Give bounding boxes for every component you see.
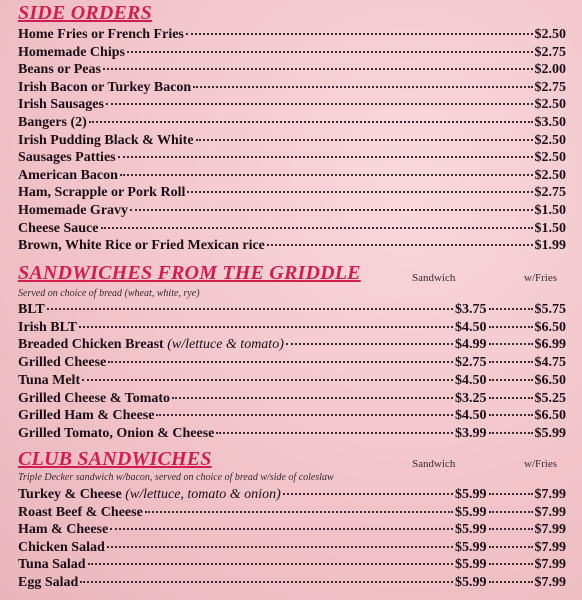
- dot-leader: [187, 191, 532, 193]
- fries-price: $5.25: [534, 390, 566, 406]
- fries-price: $5.99: [534, 425, 566, 441]
- item-name-text: Grilled Tomato, Onion & Cheese: [18, 425, 215, 441]
- dot-leader: [108, 361, 453, 363]
- item-name-text: Grilled Cheese & Tomato: [18, 390, 171, 406]
- item-note: (w/lettuce & tomato): [167, 337, 284, 353]
- sandwich-price: $5.99: [455, 575, 487, 590]
- side-order-row: [18, 27, 566, 45]
- side-order-row: [18, 185, 566, 203]
- item-name-text: Egg Salad: [18, 575, 79, 590]
- dot-leader: [489, 493, 533, 495]
- dot-leader: [186, 33, 533, 35]
- item-price: $1.99: [534, 238, 566, 254]
- fries-price: $6.50: [534, 372, 566, 388]
- item-price: $1.50: [534, 220, 566, 236]
- sandwich-price: $5.99: [455, 522, 487, 538]
- item-price: $2.75: [534, 44, 566, 60]
- dot-leader: [489, 361, 533, 363]
- griddle-row: [18, 320, 566, 338]
- item-name: [18, 557, 86, 573]
- dot-leader: [120, 174, 533, 176]
- item-name: [18, 540, 105, 556]
- club-row: [18, 540, 566, 558]
- club-row: [18, 575, 566, 593]
- item-name-text: Grilled Ham & Cheese: [18, 408, 155, 424]
- griddle-fries-header: w/Fries: [524, 272, 557, 284]
- club-fries-header: w/Fries: [524, 458, 557, 470]
- sandwich-price: $4.50: [455, 319, 487, 335]
- dot-leader: [79, 326, 453, 328]
- dot-leader: [286, 343, 453, 345]
- sandwich-price: $5.99: [455, 539, 487, 555]
- dot-leader: [489, 546, 533, 548]
- item-name-text: Turkey & Cheese: [18, 487, 122, 502]
- item-name: [18, 426, 214, 442]
- dot-leader: [489, 326, 533, 328]
- side-order-row: [18, 133, 566, 151]
- club-sandwich-header: Sandwich: [412, 458, 456, 470]
- item-name-text: Ham & Cheese: [18, 522, 109, 538]
- griddle-row: [18, 302, 566, 320]
- club-note: Triple Decker sandwich w/bacon, served on choice of bread w/side of coleslaw: [18, 472, 334, 483]
- side-order-row: [18, 203, 566, 221]
- item-price: $2.50: [534, 97, 566, 113]
- fries-price: $7.99: [534, 504, 566, 520]
- side-order-row: [18, 238, 566, 256]
- griddle-row: [18, 408, 566, 426]
- sandwich-price: $3.99: [455, 425, 487, 441]
- dot-leader: [172, 397, 453, 399]
- item-name: Irish Pudding Black & White: [18, 132, 194, 148]
- dot-leader: [489, 432, 533, 434]
- club-row: [18, 522, 566, 540]
- dot-leader: [106, 103, 533, 105]
- dot-leader: [47, 308, 453, 310]
- dot-leader: [89, 121, 533, 123]
- side-order-row: [18, 168, 566, 186]
- item-price: $2.50: [534, 167, 566, 183]
- sandwich-price: $3.25: [455, 390, 487, 406]
- item-name: Sausages Patties: [18, 150, 116, 166]
- item-name: [18, 302, 45, 318]
- item-name-text: Roast Beef & Cheese: [18, 504, 143, 520]
- fries-price: $6.50: [534, 408, 566, 424]
- dot-leader: [101, 227, 533, 229]
- sandwich-price: $4.50: [455, 372, 487, 388]
- club-title: CLUB SANDWICHES: [18, 448, 212, 470]
- dot-leader: [130, 209, 532, 211]
- item-name: Brown, White Rice or Fried Mexican rice: [18, 238, 265, 254]
- item-name: American Bacon: [18, 167, 118, 183]
- item-price: $2.50: [534, 27, 566, 42]
- item-name: Beans or Peas: [18, 62, 101, 78]
- dot-leader: [489, 379, 533, 381]
- side-order-row: [18, 62, 566, 80]
- dot-leader: [489, 308, 533, 310]
- item-price: $2.00: [534, 62, 566, 78]
- side-order-row: [18, 80, 566, 98]
- item-name: [18, 505, 143, 521]
- dot-leader: [489, 581, 533, 583]
- sandwich-price: $3.75: [455, 302, 487, 317]
- fries-price: $6.99: [534, 337, 566, 353]
- item-name: [18, 575, 78, 591]
- item-name: Homemade Gravy: [18, 203, 129, 218]
- club-row: [18, 487, 566, 505]
- dot-leader: [103, 68, 533, 70]
- sandwich-price: $4.50: [455, 408, 487, 424]
- item-note: (w/lettuce, tomato & onion): [125, 487, 281, 502]
- dot-leader: [216, 432, 453, 434]
- sandwich-price: $5.99: [455, 557, 487, 573]
- club-row: [18, 505, 566, 523]
- item-name: Irish Bacon or Turkey Bacon: [18, 79, 192, 95]
- dot-leader: [107, 546, 453, 548]
- sandwich-price: $4.99: [455, 337, 487, 353]
- griddle-row: [18, 355, 566, 373]
- item-name: [18, 337, 284, 353]
- dot-leader: [489, 528, 533, 530]
- dot-leader: [156, 414, 453, 416]
- item-name: [18, 391, 170, 407]
- side-order-row: [18, 97, 566, 115]
- item-name-text: Grilled Cheese: [18, 355, 107, 371]
- item-name: [18, 487, 281, 503]
- item-name: Home Fries or French Fries: [18, 27, 184, 42]
- fries-price: $5.75: [534, 302, 566, 317]
- fries-price: $7.99: [534, 575, 566, 590]
- item-price: $2.75: [534, 185, 566, 201]
- sandwich-price: $5.99: [455, 504, 487, 520]
- item-name: Irish Sausages: [18, 97, 104, 113]
- item-name-text: Irish BLT: [18, 319, 78, 335]
- item-name: [18, 408, 154, 424]
- fries-price: $7.99: [534, 557, 566, 573]
- item-price: $1.50: [534, 203, 566, 218]
- item-name-text: Breaded Chicken Breast: [18, 337, 164, 353]
- dot-leader: [196, 139, 533, 141]
- item-name: Ham, Scrapple or Pork Roll: [18, 185, 186, 201]
- fries-price: $6.50: [534, 319, 566, 335]
- item-price: $2.50: [534, 150, 566, 166]
- side-order-row: [18, 45, 566, 63]
- dot-leader: [145, 511, 453, 513]
- fries-price: $7.99: [534, 522, 566, 538]
- dot-leader: [127, 51, 533, 53]
- item-name: [18, 320, 77, 336]
- dot-leader: [489, 343, 533, 345]
- dot-leader: [489, 563, 533, 565]
- side-order-row: [18, 150, 566, 168]
- dot-leader: [80, 581, 453, 583]
- item-name: Cheese Sauce: [18, 220, 99, 236]
- item-name: [18, 373, 80, 389]
- dot-leader: [489, 397, 533, 399]
- item-name: [18, 355, 106, 371]
- griddle-note: Served on choice of bread (wheat, white, rye): [18, 288, 200, 299]
- item-price: $2.75: [534, 79, 566, 95]
- club-row: [18, 557, 566, 575]
- griddle-title: SANDWICHES FROM THE GRIDDLE: [18, 262, 361, 284]
- fries-price: $7.99: [534, 539, 566, 555]
- fries-price: $4.75: [534, 355, 566, 371]
- griddle-row: [18, 426, 566, 444]
- side-orders-title: SIDE ORDERS: [18, 2, 152, 24]
- item-name-text: BLT: [18, 302, 45, 317]
- side-order-row: [18, 221, 566, 239]
- griddle-row: [18, 337, 566, 355]
- dot-leader: [489, 511, 533, 513]
- item-name: Homemade Chips: [18, 44, 125, 60]
- item-name-text: Tuna Melt: [18, 372, 81, 388]
- item-name: [18, 522, 108, 538]
- dot-leader: [489, 414, 533, 416]
- dot-leader: [88, 563, 453, 565]
- dot-leader: [82, 379, 453, 381]
- fries-price: $7.99: [534, 487, 566, 502]
- dot-leader: [267, 244, 533, 246]
- sandwich-price: $5.99: [455, 487, 487, 502]
- item-price: $2.50: [534, 132, 566, 148]
- dot-leader: [110, 528, 453, 530]
- sandwich-price: $2.75: [455, 355, 487, 371]
- dot-leader: [193, 86, 532, 88]
- griddle-sandwich-header: Sandwich: [412, 272, 456, 284]
- griddle-row: [18, 373, 566, 391]
- item-name-text: Tuna Salad: [18, 557, 86, 573]
- item-price: $3.50: [534, 115, 566, 130]
- griddle-row: [18, 391, 566, 409]
- dot-leader: [283, 493, 453, 495]
- side-order-row: [18, 115, 566, 133]
- item-name: Bangers (2): [18, 115, 87, 130]
- dot-leader: [118, 156, 533, 158]
- item-name-text: Chicken Salad: [18, 539, 105, 555]
